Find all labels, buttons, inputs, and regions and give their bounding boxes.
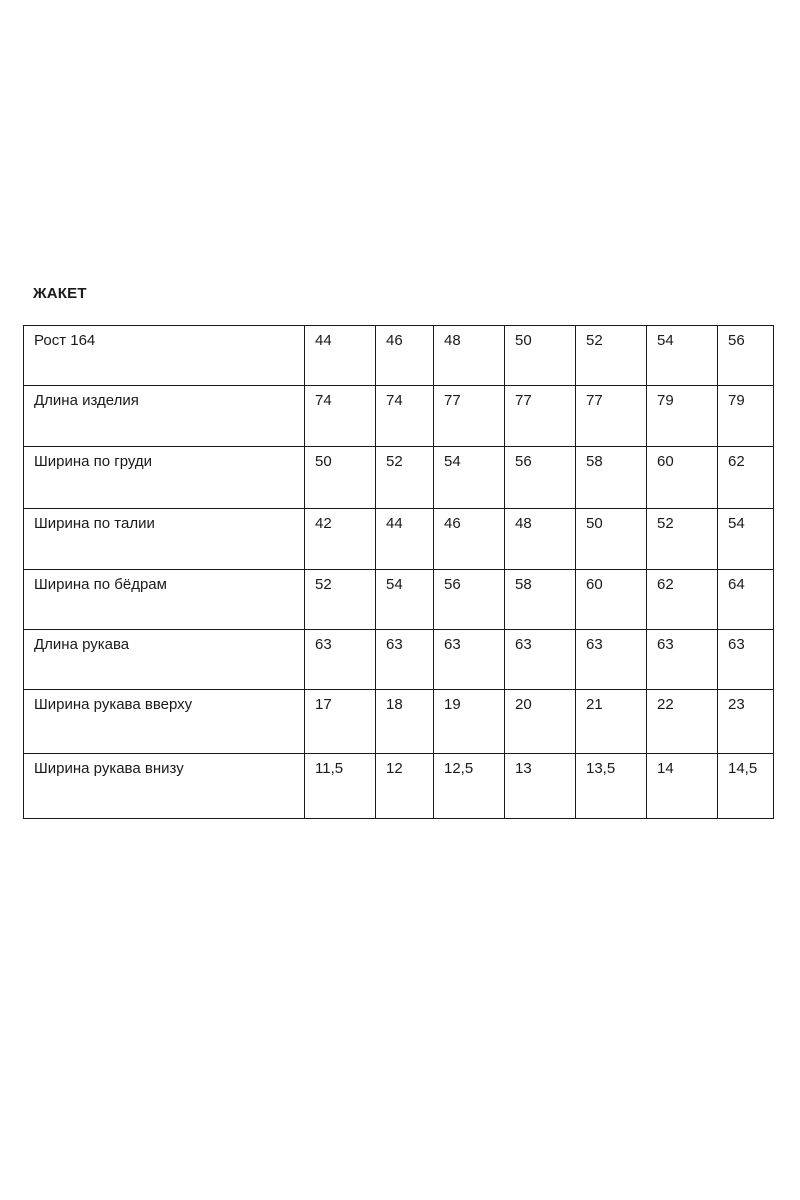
table-cell: 63: [434, 630, 505, 690]
table-cell: 50: [305, 447, 376, 509]
table-cell: 77: [434, 386, 505, 447]
table-cell: 52: [376, 447, 434, 509]
table-row: [24, 386, 774, 447]
table-cell: 42: [305, 509, 376, 570]
row-label: Ширина по талии: [24, 509, 305, 570]
table-cell: 12: [376, 754, 434, 819]
row-label: Ширина по бёдрам: [24, 570, 305, 630]
table-cell: 63: [376, 630, 434, 690]
table-cell: 77: [505, 386, 576, 447]
table-cell: 62: [647, 570, 718, 630]
table-cell: 54: [434, 447, 505, 509]
table-cell: 12,5: [434, 754, 505, 819]
table-cell: 56: [434, 570, 505, 630]
table-cell: 60: [647, 447, 718, 509]
table-cell: 52: [576, 326, 647, 386]
table-cell: 60: [576, 570, 647, 630]
table-row: [24, 630, 774, 690]
table-cell: 62: [718, 447, 774, 509]
table-cell: 14,5: [718, 754, 774, 819]
table-cell: 50: [576, 509, 647, 570]
table-cell: 56: [505, 447, 576, 509]
table-cell: 64: [718, 570, 774, 630]
table-cell: 20: [505, 690, 576, 754]
table-cell: 58: [505, 570, 576, 630]
table-cell: 19: [434, 690, 505, 754]
table-cell: 79: [718, 386, 774, 447]
table-row: [24, 690, 774, 754]
table-cell: 52: [647, 509, 718, 570]
table-cell: 22: [647, 690, 718, 754]
table-cell: 17: [305, 690, 376, 754]
table-cell: 63: [505, 630, 576, 690]
row-label: Ширина по груди: [24, 447, 305, 509]
table-row: [24, 754, 774, 819]
table-cell: 50: [505, 326, 576, 386]
table-cell: 48: [505, 509, 576, 570]
table-cell: 54: [718, 509, 774, 570]
table-cell: 13,5: [576, 754, 647, 819]
row-label: Рост 164: [24, 326, 305, 386]
table-cell: 44: [376, 509, 434, 570]
table-cell: 79: [647, 386, 718, 447]
table-row: [24, 447, 774, 509]
table-cell: 44: [305, 326, 376, 386]
table-cell: 63: [576, 630, 647, 690]
table-cell: 48: [434, 326, 505, 386]
table-cell: 13: [505, 754, 576, 819]
table-cell: 56: [718, 326, 774, 386]
row-label: Ширина рукава внизу: [24, 754, 305, 819]
table-cell: 54: [376, 570, 434, 630]
table-cell: 52: [305, 570, 376, 630]
table-cell: 46: [376, 326, 434, 386]
table-cell: 21: [576, 690, 647, 754]
table-cell: 23: [718, 690, 774, 754]
table-cell: 54: [647, 326, 718, 386]
table-cell: 18: [376, 690, 434, 754]
row-label: Длина рукава: [24, 630, 305, 690]
table-cell: 77: [576, 386, 647, 447]
document-title: ЖАКЕТ: [33, 285, 87, 302]
table-cell: 74: [376, 386, 434, 447]
table-cell: 63: [647, 630, 718, 690]
table-cell: 63: [718, 630, 774, 690]
row-label: Ширина рукава вверху: [24, 690, 305, 754]
table-row: [24, 509, 774, 570]
table-cell: 14: [647, 754, 718, 819]
table-row: [24, 326, 774, 386]
size-chart-table: [23, 325, 774, 819]
table-cell: 74: [305, 386, 376, 447]
row-label: Длина изделия: [24, 386, 305, 447]
table-cell: 58: [576, 447, 647, 509]
table-cell: 63: [305, 630, 376, 690]
table-cell: 11,5: [305, 754, 376, 819]
table-row: [24, 570, 774, 630]
table-cell: 46: [434, 509, 505, 570]
